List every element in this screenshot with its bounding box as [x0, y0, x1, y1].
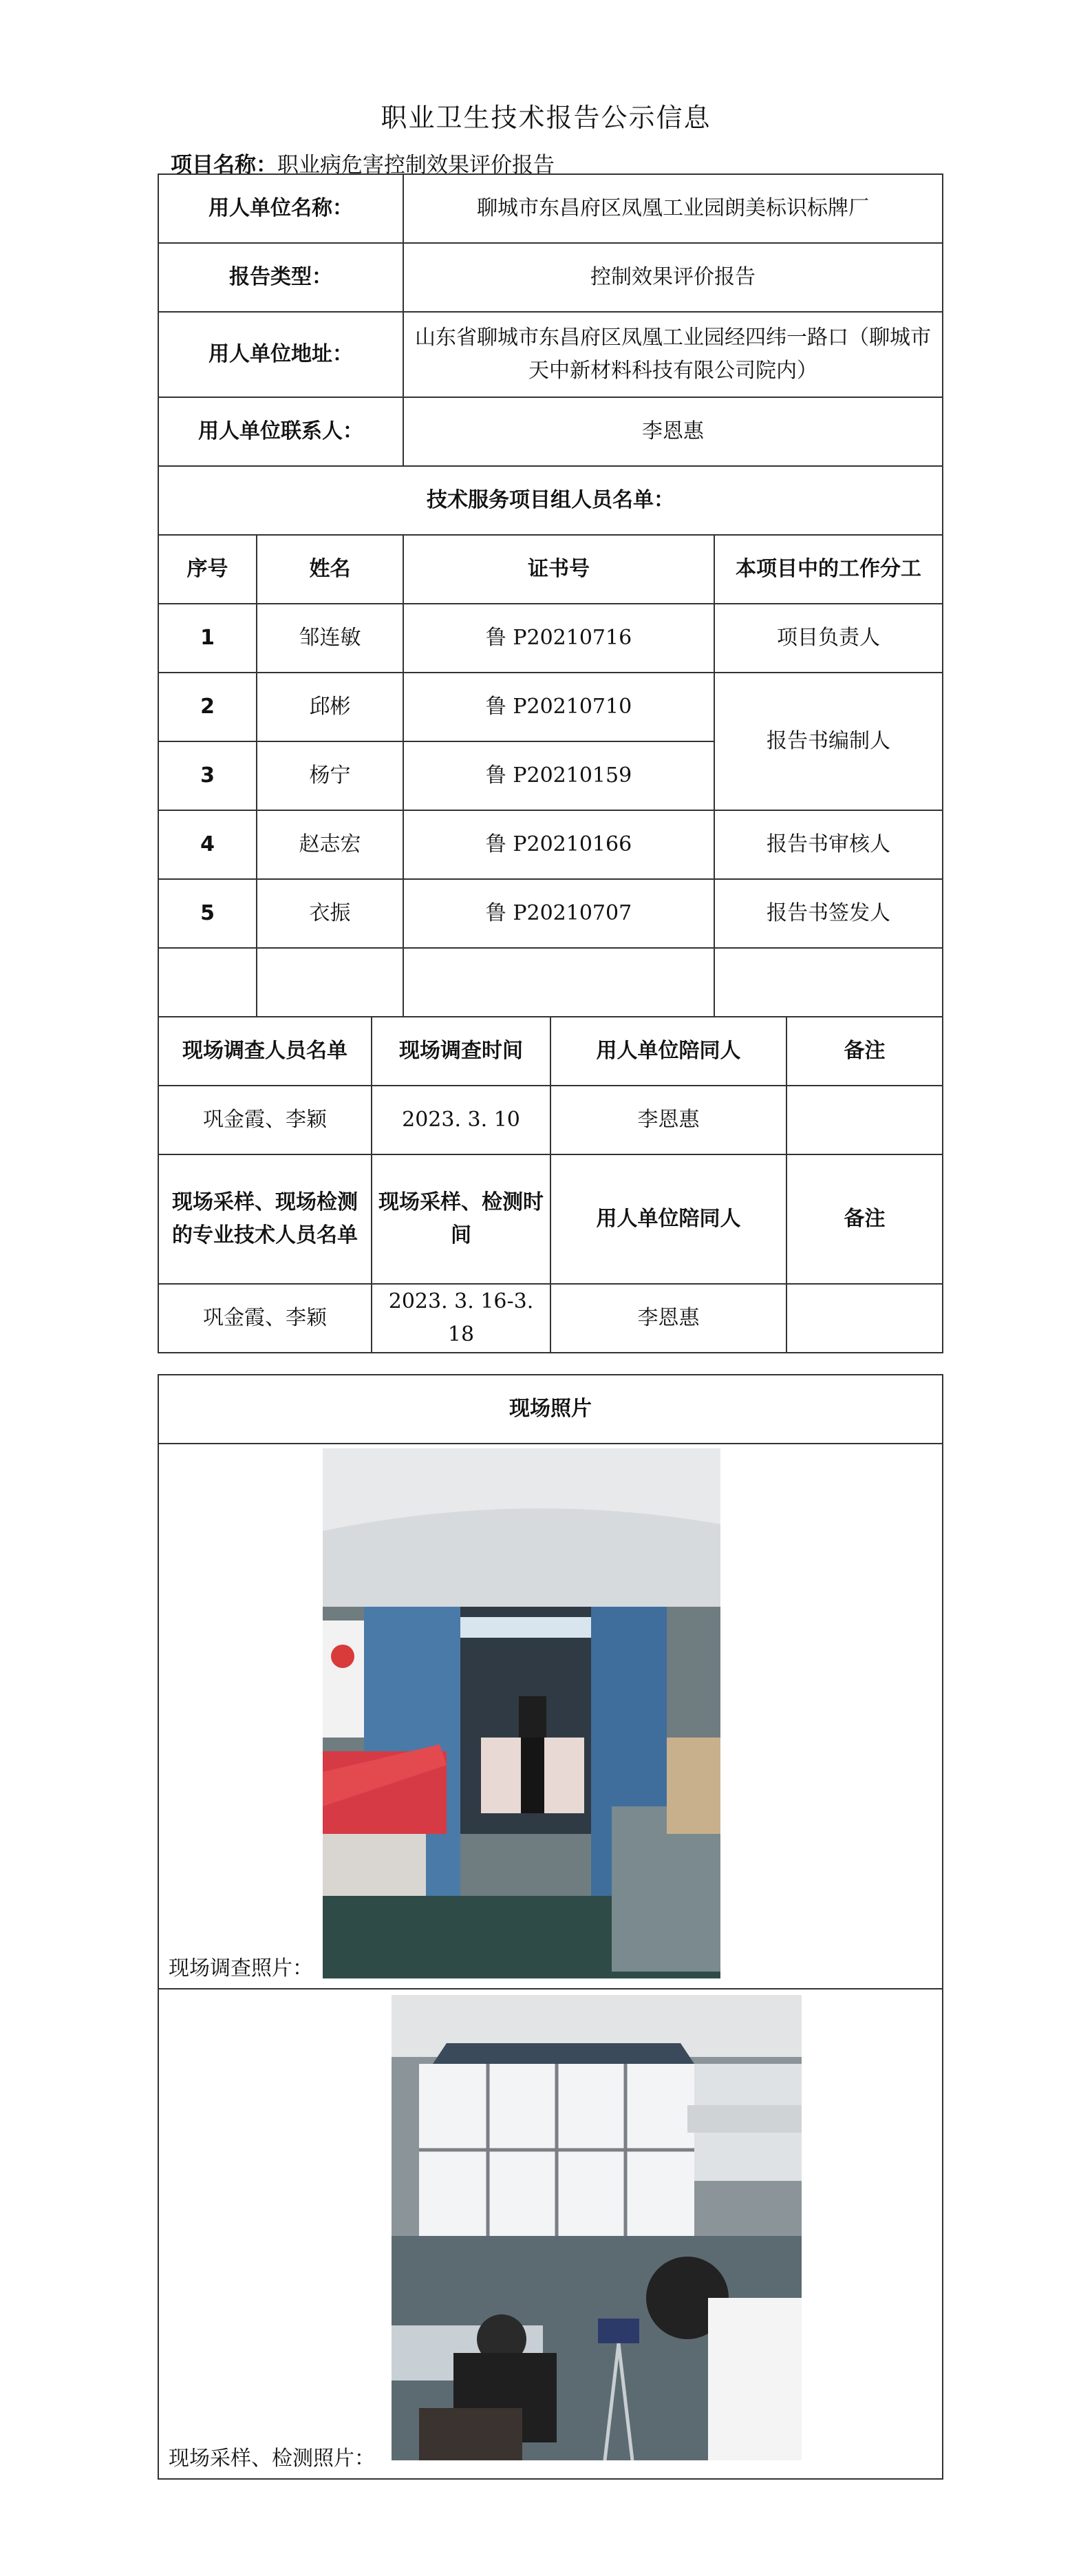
- empty-cell: [403, 948, 714, 1017]
- table-row: [158, 879, 943, 948]
- survey-escort-header: 用人单位陪同人: [550, 1017, 786, 1086]
- row-no: 2: [158, 673, 257, 741]
- row-role: 报告书签发人: [714, 879, 943, 948]
- info-table: [158, 173, 943, 1017]
- table-row: [158, 604, 943, 673]
- row-name: 邱彬: [257, 673, 403, 741]
- col-role: 本项目中的工作分工: [714, 535, 943, 604]
- sampling-time-header: 现场采样、检测时间: [372, 1154, 550, 1284]
- row-cert: 鲁 P20210159: [403, 741, 714, 810]
- survey-table: [158, 1016, 943, 1353]
- survey-time-header: 现场调查时间: [372, 1017, 550, 1086]
- unit-address-value: 山东省聊城市东昌府区凤凰工业园经四纬一路口（聊城市天中新材料科技有限公司院内）: [403, 312, 943, 397]
- contact-value: 李恩惠: [403, 397, 943, 466]
- row-role: 报告书审核人: [714, 810, 943, 879]
- sampling-note: [786, 1284, 943, 1353]
- row-role: 报告书编制人: [714, 673, 943, 810]
- row-cert: 鲁 P20210166: [403, 810, 714, 879]
- survey-photo-image: [323, 1448, 720, 1978]
- unit-address-label: 用人单位地址：: [158, 312, 403, 397]
- row-cert: 鲁 P20210710: [403, 673, 714, 741]
- sampling-photo-caption: 现场采样、检测照片：: [169, 2447, 375, 2471]
- survey-time: 2023. 3. 10: [372, 1086, 550, 1154]
- table-row: [158, 673, 943, 741]
- row-name: 赵志宏: [257, 810, 403, 879]
- survey-people: 巩金霞、李颖: [158, 1086, 372, 1154]
- row-cert: 鲁 P20210716: [403, 604, 714, 673]
- project-label: 项目名称：: [171, 153, 277, 178]
- row-role: 项目负责人: [714, 604, 943, 673]
- survey-note-header: 备注: [786, 1017, 943, 1086]
- survey-photo-cell: [158, 1444, 943, 1989]
- empty-cell: [257, 948, 403, 1017]
- photo-table: [158, 1374, 943, 2480]
- report-type-value: 控制效果评价报告: [403, 243, 943, 312]
- sampling-people-header: 现场采样、现场检测的专业技术人员名单: [158, 1154, 372, 1284]
- col-name: 姓名: [257, 535, 403, 604]
- contact-label: 用人单位联系人：: [158, 397, 403, 466]
- survey-people-header: 现场调查人员名单: [158, 1017, 372, 1086]
- empty-cell: [714, 948, 943, 1017]
- row-no: 1: [158, 604, 257, 673]
- sampling-note-header: 备注: [786, 1154, 943, 1284]
- survey-escort: 李恩惠: [550, 1086, 786, 1154]
- photos-title: 现场照片: [158, 1375, 943, 1444]
- row-name: 杨宁: [257, 741, 403, 810]
- sampling-escort-header: 用人单位陪同人: [550, 1154, 786, 1284]
- row-name: 邹连敏: [257, 604, 403, 673]
- team-title: 技术服务项目组人员名单：: [158, 466, 943, 535]
- page-title: 职业卫生技术报告公示信息: [381, 103, 711, 133]
- row-no: 5: [158, 879, 257, 948]
- sampling-photo-cell: [158, 1989, 943, 2479]
- sampling-photo-image: [392, 1995, 802, 2460]
- row-no: 3: [158, 741, 257, 810]
- sampling-time: 2023. 3. 16-3. 18: [372, 1284, 550, 1353]
- unit-name-label: 用人单位名称：: [158, 174, 403, 243]
- survey-photo-caption: 现场调查照片：: [169, 1956, 313, 1981]
- empty-cell: [158, 948, 257, 1017]
- survey-note: [786, 1086, 943, 1154]
- row-name: 衣振: [257, 879, 403, 948]
- col-no: 序号: [158, 535, 257, 604]
- sampling-photo: [392, 1995, 802, 2460]
- survey-photo: [323, 1448, 720, 1978]
- unit-name-value: 聊城市东昌府区凤凰工业园朗美标识标牌厂: [403, 174, 943, 243]
- project-value: 职业病危害控制效果评价报告: [277, 153, 555, 178]
- row-cert: 鲁 P20210707: [403, 879, 714, 948]
- report-type-label: 报告类型：: [158, 243, 403, 312]
- table-row: [158, 810, 943, 879]
- row-no: 4: [158, 810, 257, 879]
- empty-row: [158, 948, 943, 1017]
- sampling-escort: 李恩惠: [550, 1284, 786, 1353]
- col-cert: 证书号: [403, 535, 714, 604]
- sampling-people: 巩金霞、李颖: [158, 1284, 372, 1353]
